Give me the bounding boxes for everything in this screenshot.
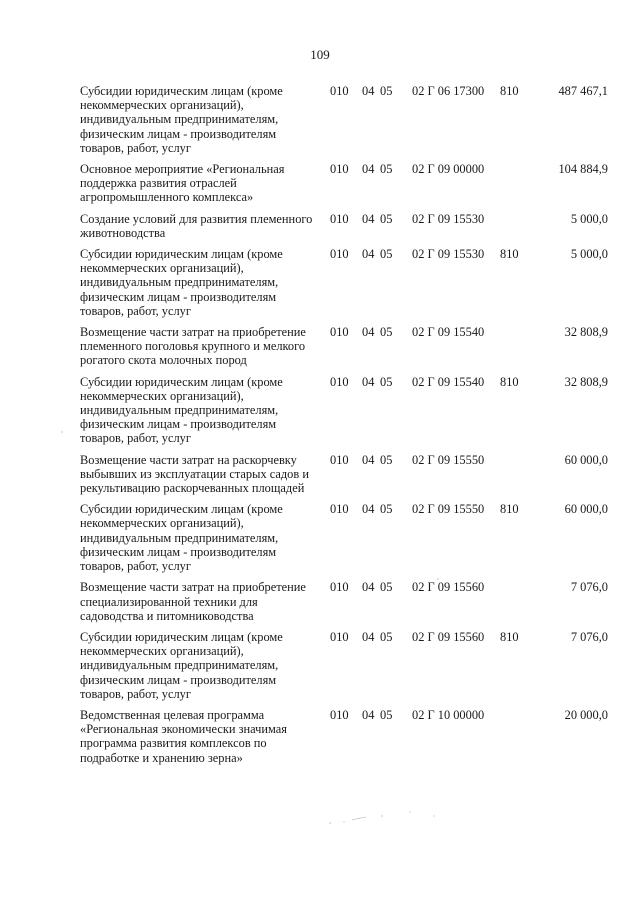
scan-speck — [410, 812, 411, 813]
row-expense-type: 810 — [500, 629, 519, 644]
row-amount: 60 000,0 — [564, 502, 608, 517]
row-target-article: 02 Г 09 15560 — [412, 580, 485, 595]
row-name: Субсидии юридическим лицам (кроме некоммерческих организаций), индивидуальным предпринимателям, физическим лицам - производителям товаров, работ, услуг — [80, 502, 283, 574]
row-name: Возмещение части затрат на приобретение племенного поголовья крупного и мелкого рогатого скота молочных пород — [80, 325, 306, 368]
row-target-article: 02 Г 09 00000 — [412, 162, 485, 177]
row-ved-code: 010 — [330, 707, 349, 722]
table-row — [80, 325, 608, 375]
row-target-article: 02 Г 09 15530 — [412, 247, 485, 262]
row-ved-code: 010 — [330, 162, 349, 177]
row-amount: 32 808,9 — [564, 374, 608, 389]
row-section-code: 04 — [362, 247, 375, 262]
table-row — [80, 453, 608, 503]
row-amount: 5 000,0 — [570, 211, 608, 226]
row-name: Субсидии юридическим лицам (кроме некоммерческих организаций), индивидуальным предпринимателям, физическим лицам - производителям товаров, работ, услуг — [80, 84, 283, 155]
row-expense-type — [494, 453, 538, 503]
row-expense-type — [494, 212, 538, 247]
row-ved-code: 010 — [330, 629, 349, 644]
row-expense-type — [494, 580, 538, 630]
row-expense-type — [494, 708, 538, 772]
row-name: Субсидии юридическим лицам (кроме некоммерческих организаций), индивидуальным предпринимателям, физическим лицам - производителям товаров, работ, услуг — [80, 247, 283, 318]
row-amount: 487 467,1 — [558, 84, 608, 98]
row-subsection-code: 05 — [380, 374, 393, 389]
row-name: Возмещение части затрат на раскорчевку выбывших из эксплуатации старых садов и рекультивацию раскорчеванных площадей — [80, 452, 309, 496]
row-expense-type: 810 — [500, 374, 519, 389]
scan-speck-stroke — [352, 817, 366, 820]
row-ved-code: 010 — [330, 580, 349, 595]
row-ved-code: 010 — [330, 211, 349, 226]
row-ved-code: 010 — [330, 247, 349, 262]
row-section-code: 04 — [362, 374, 375, 389]
row-name: Субсидии юридическим лицам (кроме некоммерческих организаций), индивидуальным предпринимателям, физическим лицам - производителям товаров, работ, услуг — [80, 629, 283, 701]
scan-speck — [381, 815, 382, 816]
table-row — [80, 212, 608, 247]
scan-speck — [344, 822, 345, 823]
table-row — [80, 375, 608, 453]
row-target-article: 02 Г 09 15540 — [412, 325, 485, 340]
row-section-code: 04 — [362, 629, 375, 644]
row-section-code: 04 — [362, 162, 375, 177]
row-subsection-code: 05 — [380, 707, 393, 722]
row-subsection-code: 05 — [380, 325, 393, 340]
row-section-code: 04 — [362, 325, 375, 340]
row-name: Основное мероприятие «Региональная поддержка развития отраслей агропромышленного комплекса» — [80, 162, 285, 205]
row-subsection-code: 05 — [380, 211, 393, 226]
page-number: 109 — [310, 47, 330, 62]
row-name: Ведомственная целевая программа «Региональная экономически значимая программа развития комплексов по подработке и хранению зерна» — [80, 707, 287, 765]
row-amount: 60 000,0 — [564, 452, 608, 467]
row-subsection-code: 05 — [380, 247, 393, 262]
row-section-code: 04 — [362, 211, 375, 226]
table-row — [80, 708, 608, 772]
row-ved-code: 010 — [330, 325, 349, 340]
row-amount: 32 808,9 — [564, 325, 608, 340]
row-subsection-code: 05 — [380, 580, 393, 595]
row-amount: 20 000,0 — [564, 707, 608, 722]
row-expense-type: 810 — [500, 84, 519, 98]
row-target-article: 02 Г 09 15560 — [412, 629, 485, 644]
row-subsection-code: 05 — [380, 452, 393, 467]
row-ved-code: 010 — [330, 452, 349, 467]
row-subsection-code: 05 — [380, 84, 393, 98]
scan-speck — [434, 816, 435, 817]
table-row — [80, 502, 608, 580]
row-expense-type — [494, 162, 538, 212]
table-row — [80, 247, 608, 325]
row-section-code: 04 — [362, 84, 375, 98]
row-target-article: 02 Г 10 00000 — [412, 707, 485, 722]
table-row — [80, 162, 608, 212]
row-name: Создание условий для развития племенного животноводства — [80, 211, 313, 240]
row-amount: 104 884,9 — [558, 162, 608, 177]
row-target-article: 02 Г 06 17300 — [412, 84, 485, 98]
row-section-code: 04 — [362, 452, 375, 467]
row-expense-type: 810 — [500, 502, 519, 517]
row-section-code: 04 — [362, 707, 375, 722]
row-target-article: 02 Г 09 15550 — [412, 502, 485, 517]
table-row — [80, 580, 608, 630]
row-ved-code: 010 — [330, 374, 349, 389]
row-name: Возмещение части затрат на приобретение специализированной техники для садоводства и питомниководства — [80, 580, 306, 623]
row-expense-type: 810 — [500, 247, 519, 262]
table-row — [80, 84, 608, 162]
row-subsection-code: 05 — [380, 502, 393, 517]
row-ved-code: 010 — [330, 84, 349, 98]
budget-table-body — [80, 84, 608, 772]
row-expense-type — [494, 325, 538, 375]
row-ved-code: 010 — [330, 502, 349, 517]
row-target-article: 02 Г 09 15550 — [412, 452, 485, 467]
row-amount: 7 076,0 — [570, 629, 608, 644]
scan-speck — [329, 822, 330, 823]
scan-speck — [61, 431, 62, 432]
budget-table — [80, 84, 608, 772]
row-subsection-code: 05 — [380, 162, 393, 177]
row-amount: 7 076,0 — [570, 580, 608, 595]
row-amount: 5 000,0 — [570, 247, 608, 262]
table-row — [80, 630, 608, 708]
row-target-article: 02 Г 09 15540 — [412, 374, 485, 389]
row-target-article: 02 Г 09 15530 — [412, 211, 485, 226]
row-name: Субсидии юридическим лицам (кроме некоммерческих организаций), индивидуальным предпринимателям, физическим лицам - производителям товаров, работ, услуг — [80, 374, 283, 446]
row-section-code: 04 — [362, 502, 375, 517]
row-subsection-code: 05 — [380, 629, 393, 644]
row-section-code: 04 — [362, 580, 375, 595]
